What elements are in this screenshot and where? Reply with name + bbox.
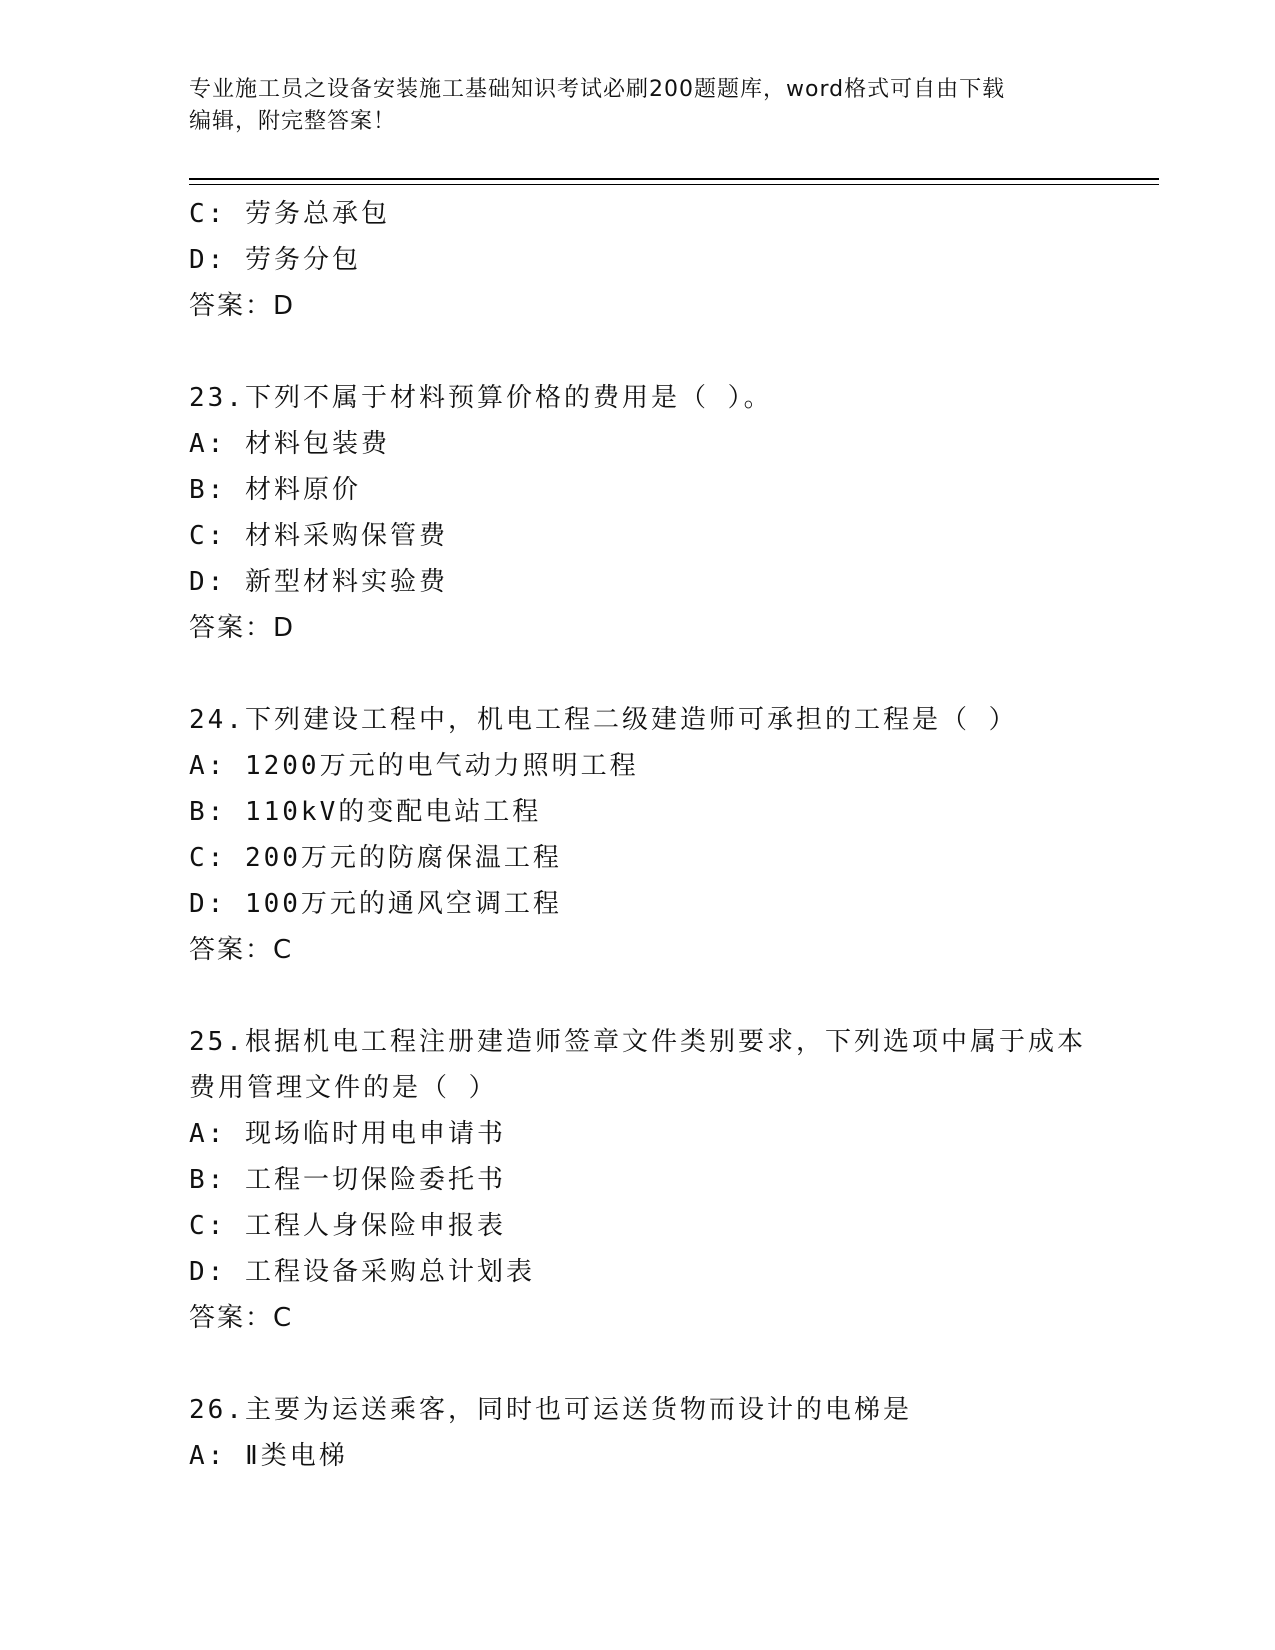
question-25 <box>189 1019 1129 1341</box>
option-a: A: 现场临时用电申请书 <box>189 1119 506 1149</box>
option-c: C: 工程人身保险申报表 <box>189 1211 506 1241</box>
header-divider-thin <box>189 184 1159 185</box>
question-list <box>189 191 1129 1479</box>
question-24 <box>189 697 1129 973</box>
question-text-line1: 25.根据机电工程注册建造师签章文件类别要求，下列选项中属于成本 <box>189 1027 1086 1057</box>
option-d: D: 劳务分包 <box>189 245 361 275</box>
option-a: A: Ⅱ类电梯 <box>189 1441 348 1471</box>
question-23 <box>189 375 1129 651</box>
answer-label: 答案：D <box>189 613 296 643</box>
header-title-line2: 编辑，附完整答案！ <box>189 109 397 134</box>
option-c: C: 材料采购保管费 <box>189 521 448 551</box>
question-26 <box>189 1387 1129 1479</box>
spacer <box>189 1341 1129 1387</box>
option-a: A: 材料包装费 <box>189 429 390 459</box>
answer-label: 答案：D <box>189 291 296 321</box>
option-d: D: 工程设备采购总计划表 <box>189 1257 535 1287</box>
option-d: D: 新型材料实验费 <box>189 567 448 597</box>
header-divider-thick <box>189 178 1159 180</box>
option-b: B: 材料原价 <box>189 475 361 505</box>
spacer <box>189 973 1129 1019</box>
question-22-tail <box>189 191 1129 329</box>
spacer <box>189 651 1129 697</box>
question-text: 23.下列不属于材料预算价格的费用是（ ）。 <box>189 383 773 413</box>
option-d: D: 100万元的通风空调工程 <box>189 889 562 919</box>
option-a: A: 1200万元的电气动力照明工程 <box>189 751 639 781</box>
option-b: B: 110kV的变配电站工程 <box>189 797 542 827</box>
question-text: 24.下列建设工程中，机电工程二级建造师可承担的工程是（ ） <box>189 705 1018 735</box>
document-header <box>189 74 1079 138</box>
option-b: B: 工程一切保险委托书 <box>189 1165 506 1195</box>
spacer <box>189 329 1129 375</box>
question-text: 26.主要为运送乘客，同时也可运送货物而设计的电梯是 <box>189 1395 912 1425</box>
question-text-line2: 费用管理文件的是（ ） <box>189 1073 498 1103</box>
option-c: C: 200万元的防腐保温工程 <box>189 843 562 873</box>
answer-label: 答案：C <box>189 1303 294 1333</box>
answer-label: 答案：C <box>189 935 294 965</box>
option-c: C: 劳务总承包 <box>189 199 390 229</box>
header-title-line1: 专业施工员之设备安装施工基础知识考试必刷200题题库，word格式可自由下载 <box>189 77 1006 102</box>
